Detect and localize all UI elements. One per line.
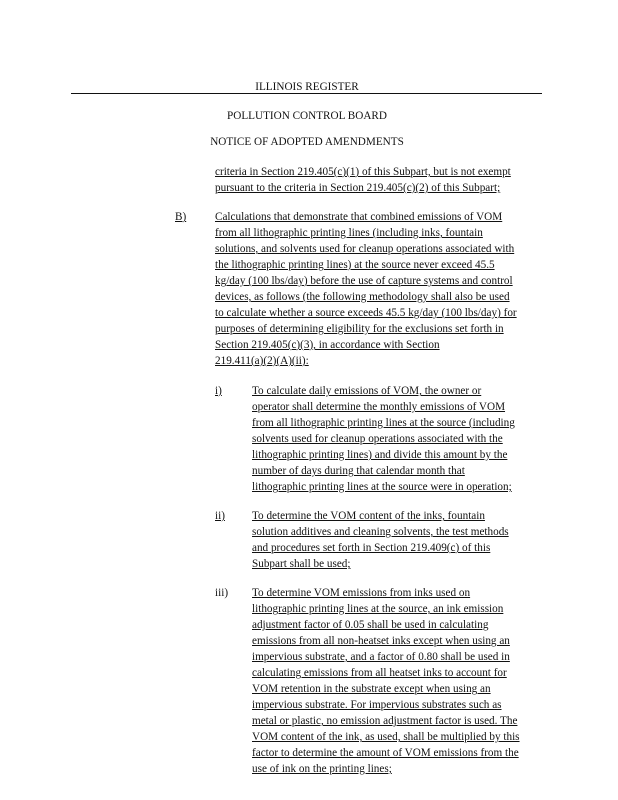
item-i-line: operator shall determine the monthly emissions of VOM: [252, 401, 506, 413]
item-iii-line: factor to determine the amount of VOM emissions from the: [252, 747, 519, 759]
item-iii-line: To determine VOM emissions from inks used on: [252, 587, 471, 599]
item-b-line: 219.411(a)(2)(A)(ii):: [215, 355, 309, 367]
item-i-line: lithographic printing lines) and divide this amount by the: [252, 449, 508, 461]
item-iii-line: adjustment factor of 0.05 shall be used in calculating: [252, 619, 489, 631]
item-iii-line: use of ink on the printing lines;: [252, 763, 392, 775]
item-i-line: To calculate daily emissions of VOM, the owner or: [252, 385, 482, 397]
item-iii-line: impervious substrate, and a factor of 0.80 shall be used in: [252, 651, 510, 663]
item-b-line: kg/day (100 lbs/day) before the use of capture systems and control: [215, 275, 513, 287]
board-title: POLLUTION CONTROL BOARD: [227, 110, 387, 122]
item-iii-line: VOM content of the ink, as used, shall be multiplied by this: [252, 731, 520, 743]
item-b-line: to calculate whether a source exceeds 45.5 kg/day (100 lbs/day) for: [215, 307, 517, 319]
item-b-line: solutions, and solvents used for cleanup operations associated with: [215, 243, 515, 255]
item-b-line: devices, as follows (the following methodology shall also be used: [215, 291, 510, 303]
item-iii-label: iii): [215, 587, 229, 599]
item-ii-line: and procedures set forth in Section 219.409(c) of this: [252, 542, 491, 554]
item-b-line: purposes of determining eligibility for the exclusions set forth in: [215, 323, 504, 335]
item-b-line: from all lithographic printing lines (including inks, fountain: [215, 227, 483, 239]
item-ii-line: To determine the VOM content of the inks, fountain: [252, 510, 485, 522]
item-i-line: from all lithographic printing lines at the source (including: [252, 417, 515, 429]
item-iii-line: emissions from all non-heatset inks except when using an: [252, 635, 510, 647]
item-ii-line: Subpart shall be used;: [252, 558, 351, 570]
item-iii-line: calculating emissions from all heatset inks to account for: [252, 667, 507, 679]
item-iii-line: VOM retention in the substrate except when using an: [252, 683, 491, 695]
item-i-label: i): [215, 385, 222, 397]
item-iii-line: impervious substrate. For impervious substrates such as: [252, 699, 502, 711]
item-ii-line: solution additives and cleaning solvents, the test methods: [252, 526, 509, 538]
register-title: ILLINOIS REGISTER: [255, 81, 359, 93]
header-rule: [71, 93, 542, 94]
item-iii-line: metal or plastic, no emission adjustment factor is used. The: [252, 715, 518, 727]
item-b-line: the lithographic printing lines) at the source never exceed 45.5: [215, 259, 495, 271]
item-iii-line: lithographic printing lines at the source, an ink emission: [252, 603, 504, 615]
item-b-label: B): [175, 211, 187, 223]
item-b-line: Calculations that demonstrate that combined emissions of VOM: [215, 211, 503, 223]
item-b-line: Section 219.405(c)(3), in accordance with Section: [215, 339, 440, 351]
notice-title: NOTICE OF ADOPTED AMENDMENTS: [210, 136, 404, 148]
item-i-line: solvents used for cleanup operations associated with the: [252, 433, 503, 445]
intro-line: pursuant to the criteria in Section 219.405(c)(2) of this Subpart;: [215, 182, 501, 194]
item-i-line: number of days during that calendar month that: [252, 465, 465, 477]
intro-line: criteria in Section 219.405(c)(1) of this Subpart, but is not exempt: [215, 166, 511, 178]
item-ii-label: ii): [215, 510, 225, 522]
item-i-line: lithographic printing lines at the source were in operation;: [252, 481, 512, 493]
